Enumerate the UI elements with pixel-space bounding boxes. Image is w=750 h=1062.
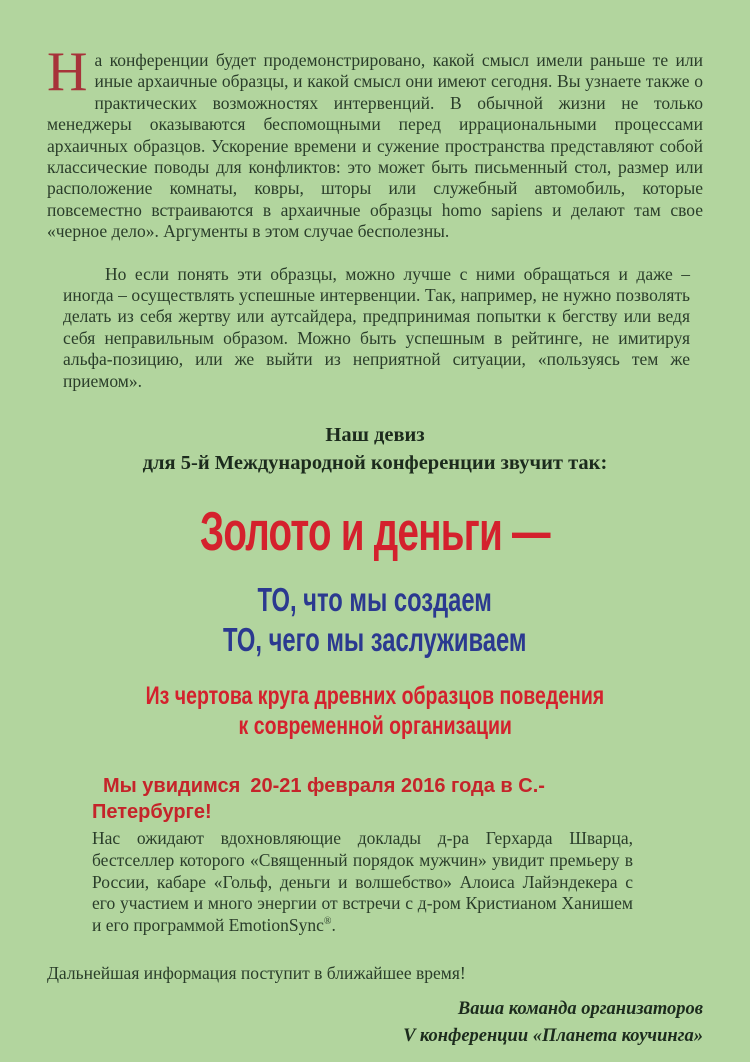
- motto-intro-line1: Наш девиз: [325, 424, 425, 447]
- tagline-row2: [47, 711, 703, 741]
- announcement-details-text: Нас ожидают вдохновляющие доклады д-ра Герхарда Шварца, бестселлер которого «Священный порядок мужчин» увидит премьеру в России, кабаре «Гольф, деньги и волшебство» Алоиса Лайэндекера с его участием и много энергии от встречи с д-ром Кристианом Ханишем и его программой EmotionSync: [92, 828, 633, 936]
- announcement-details-period: .: [331, 915, 336, 936]
- signature-block: [47, 996, 703, 1050]
- subtitle-block: [47, 580, 703, 660]
- subtitle-row1: [47, 580, 703, 620]
- intro-paragraph-text: а конференции будет продемонстрировано, какой смысл имели раньше те или иные архаичные образцы, и какой смысл они имеют сегодня. Вы узнаете также о практических возможностях интервенций. В обычной жизни не только менеджеры оказываются беспомощными перед иррациональными процессами архаичных образцов. Ускорение времени и сужение пространства представляют собой классические поводы для конфликтов: это может быть письменный стол, размер или расположение комнаты, ковры, шторы или служебный автомобиль, которые повсеместно встраиваются в архаичные образцы homo sapiens и делают там свое «черное дело». Аргументы в этом случае бесполезны.: [47, 50, 703, 242]
- announcement-lead: Мы увидимся: [103, 775, 241, 798]
- closing-note: Дальнейшая информация поступит в ближайшее время!: [47, 963, 466, 984]
- announcement-date: 20-21 февраля 2016 года в С.-Петербурге!: [92, 775, 545, 824]
- subtitle-line2: ТО, чего мы заслуживаем: [223, 621, 527, 659]
- second-paragraph: Но если понять эти образцы, можно лучше с ними обращаться и даже – иногда – осуществлять успешные интервенции. Так, например, не нужно позволять делать из себя жертву или аутсайдера, предпринимая попытки к бегству или ведя себя неправильным образом. Можно быть успешным в рейтинге, не имитируя альфа-позицию, или же выйти из неприятной ситуации, «пользуясь тем же приемом».: [63, 263, 690, 391]
- main-title: Золото и деньги —: [200, 500, 550, 563]
- signature-line1: Ваша команда организаторов: [457, 999, 703, 1020]
- motto-intro: [47, 421, 703, 477]
- tagline-line1: Из чертова круга древних образцов поведения: [145, 682, 605, 711]
- tagline-row1: [47, 681, 703, 711]
- subtitle-row2: [47, 620, 703, 660]
- signature-line2: V конференции «Планета коучинга»: [403, 1026, 703, 1047]
- announcement-details: [92, 828, 633, 937]
- main-title-row: [47, 500, 703, 563]
- registered-trademark-symbol: ®: [323, 916, 332, 928]
- tagline-line2: к современной организации: [238, 712, 512, 741]
- tagline-block: [47, 681, 703, 741]
- motto-intro-line2: для 5-й Международной конференции звучит так:: [142, 452, 608, 475]
- subtitle-line1: ТО, что мы создаем: [257, 581, 493, 619]
- dropcap-letter: Н: [47, 41, 88, 103]
- announcement-headline: [92, 773, 633, 825]
- intro-paragraph: [47, 41, 703, 243]
- announcement-block: [92, 773, 633, 937]
